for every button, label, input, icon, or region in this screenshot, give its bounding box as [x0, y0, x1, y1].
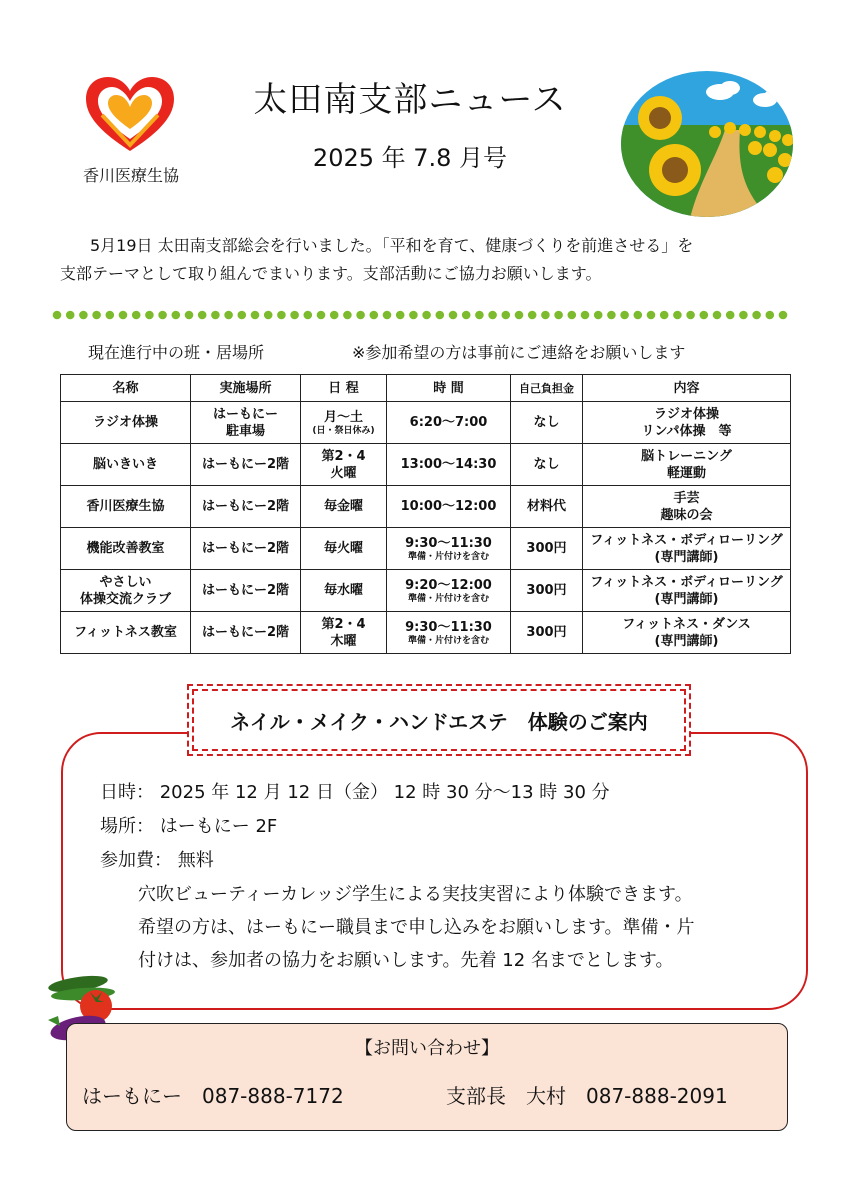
divider-dot	[264, 311, 273, 320]
cell-day	[301, 486, 387, 528]
time-line-1: 9:20～12:00	[405, 577, 492, 593]
divider-dot	[396, 311, 405, 320]
divider-dot	[106, 311, 115, 320]
col-header-fee: 自己負担金	[511, 375, 583, 402]
content-line-1: フィットネス・ダンス	[622, 616, 751, 632]
divider-dot	[343, 311, 352, 320]
cell-time	[387, 570, 511, 612]
divider-dot	[224, 311, 233, 320]
content-line-1: フィットネス・ボディローリング	[590, 532, 783, 548]
divider-dot	[660, 311, 669, 320]
fee-value: なし	[533, 457, 560, 472]
divider-dot	[290, 311, 299, 320]
divider-dot	[528, 311, 537, 320]
divider-dot	[475, 311, 484, 320]
event-desc-line-2: 希望の方は、はーもにー職員まで申し込みをお願いします。準備・片	[138, 917, 695, 938]
activity-name: 香川医療生協	[86, 499, 165, 514]
divider-dot	[436, 311, 445, 320]
divider-dot	[620, 311, 629, 320]
contact-branch-head-phone: 支部長 大村 087-888-2091	[446, 1084, 728, 1108]
divider-dot	[462, 311, 471, 320]
table-row	[61, 444, 791, 486]
cell-name	[61, 402, 191, 444]
divider-dot	[515, 311, 524, 320]
dotted-divider	[52, 309, 792, 321]
divider-dot	[66, 311, 75, 320]
content-line-2: 軽運動	[666, 465, 706, 481]
divider-dot	[422, 311, 431, 320]
divider-dot	[304, 311, 313, 320]
divider-dot	[185, 311, 194, 320]
divider-dot	[317, 311, 326, 320]
content-line-1: フィットネス・ボディローリング	[590, 574, 783, 590]
cell-fee	[511, 528, 583, 570]
divider-dot	[686, 311, 695, 320]
event-description	[138, 878, 788, 977]
cell-day	[301, 612, 387, 654]
divider-dot	[370, 311, 379, 320]
divider-dot	[568, 311, 577, 320]
divider-dot	[383, 311, 392, 320]
fee-value: なし	[533, 415, 560, 430]
intro-text	[60, 232, 800, 288]
time-note: 準備・片付けを含む	[407, 635, 489, 646]
intro-line-2: 支部テーマとして取り組んでまいります。支部活動にご協力お願いします。	[60, 264, 602, 283]
day-line-1: 第2・4	[321, 448, 366, 464]
divider-dot	[409, 311, 418, 320]
time-line-1: 9:30～11:30	[405, 535, 492, 551]
cell-time	[387, 444, 511, 486]
col-header-day: 日 程	[301, 375, 387, 402]
section-note: ※参加希望の方は事前にご連絡をお願いします	[352, 343, 686, 362]
time-line-1: 6:20～7:00	[409, 415, 488, 430]
cell-name	[61, 528, 191, 570]
cell-content	[583, 570, 791, 612]
content-line-2: 趣味の会	[660, 507, 713, 523]
issue-label: 2025 年 7.8 月号	[312, 144, 508, 172]
divider-dot	[554, 311, 563, 320]
cell-name	[61, 612, 191, 654]
place-line-1: はーもにー2階	[201, 541, 290, 556]
section-heading: 現在進行中の班・居場所	[88, 343, 265, 362]
activity-name: ラジオ体操	[92, 415, 158, 430]
fee-value: 300円	[526, 583, 567, 598]
cell-content	[583, 612, 791, 654]
cell-content	[583, 486, 791, 528]
day-line-1: 毎火曜	[323, 541, 363, 556]
divider-dot	[647, 311, 656, 320]
cell-content	[583, 444, 791, 486]
cell-day	[301, 402, 387, 444]
divider-dot	[594, 311, 603, 320]
divider-dot	[713, 311, 722, 320]
day-line-1: 毎水曜	[323, 583, 363, 598]
cell-content	[583, 402, 791, 444]
place-line-1: はーもにー2階	[201, 499, 290, 514]
divider-dot	[211, 311, 220, 320]
day-line-2: (日・祭日休み)	[312, 425, 375, 436]
cell-place	[191, 570, 301, 612]
divider-dot	[53, 311, 62, 320]
divider-dot	[700, 311, 709, 320]
time-note: 準備・片付けを含む	[407, 593, 489, 604]
cell-day	[301, 570, 387, 612]
cell-name	[61, 570, 191, 612]
content-line-2: (専門講師)	[654, 549, 719, 565]
intro-line-1: 5月19日 太田南支部総会を行いました。「平和を育て、健康づくりを前進させる」を	[90, 236, 694, 255]
divider-dot	[634, 311, 643, 320]
table-row	[61, 528, 791, 570]
content-line-1: 手芸	[673, 490, 700, 506]
divider-dot	[330, 311, 339, 320]
divider-dot	[198, 311, 207, 320]
cell-fee	[511, 486, 583, 528]
fee-value: 300円	[526, 625, 567, 640]
divider-dot	[488, 311, 497, 320]
day-line-1: 月～土	[323, 409, 363, 425]
contact-harmony-phone: はーもにー 087-888-7172	[82, 1084, 344, 1108]
cell-time	[387, 612, 511, 654]
col-header-name: 名称	[61, 375, 191, 402]
divider-dot	[752, 311, 761, 320]
sunflower-field-illustration	[620, 70, 795, 218]
event-details	[100, 776, 790, 878]
page-title: 太田南支部ニュース	[253, 80, 567, 120]
cell-content	[583, 528, 791, 570]
divider-dot	[449, 311, 458, 320]
divider-dot	[541, 311, 550, 320]
col-header-time: 時 間	[387, 375, 511, 402]
cell-time	[387, 402, 511, 444]
activity-name: やさしい 体操交流クラブ	[79, 574, 171, 607]
cell-fee	[511, 612, 583, 654]
place-line-1: はーもにー2階	[201, 583, 290, 598]
time-note: 準備・片付けを含む	[407, 551, 489, 562]
time-line-1: 10:00～12:00	[400, 499, 497, 514]
cell-place	[191, 486, 301, 528]
divider-dot	[172, 311, 181, 320]
schedule-table	[60, 374, 791, 654]
table-row	[61, 612, 791, 654]
divider-dot	[92, 311, 101, 320]
activity-name: 機能改善教室	[86, 541, 165, 556]
divider-dot	[502, 311, 511, 320]
event-desc-line-1: 穴吹ビューティーカレッジ学生による実技実習により体験できます。	[138, 884, 693, 905]
day-line-2: 木曜	[330, 633, 357, 649]
divider-dot	[739, 311, 748, 320]
table-row	[61, 570, 791, 612]
divider-dot	[779, 311, 788, 320]
divider-dot	[132, 311, 141, 320]
table-row	[61, 402, 791, 444]
divider-dot	[726, 311, 735, 320]
divider-dot	[766, 311, 775, 320]
divider-dot	[277, 311, 286, 320]
cell-time	[387, 528, 511, 570]
divider-dot	[356, 311, 365, 320]
event-date: 日時： 2025 年 12 月 12 日（金） 12 時 30 分～13 時 30 分	[100, 782, 610, 803]
divider-dot	[119, 311, 128, 320]
time-line-1: 13:00～14:30	[400, 457, 497, 472]
cell-fee	[511, 402, 583, 444]
content-line-2: (専門講師)	[654, 633, 719, 649]
divider-dot	[607, 311, 616, 320]
divider-dot	[581, 311, 590, 320]
org-name: 香川医療生協	[82, 166, 179, 185]
time-line-1: 9:30～11:30	[405, 619, 492, 635]
content-line-2: (専門講師)	[654, 591, 719, 607]
table-header-row	[61, 375, 791, 402]
divider-dot	[158, 311, 167, 320]
fee-value: 300円	[526, 541, 567, 556]
activity-name: フィットネス教室	[74, 625, 177, 640]
place-line-1: はーもにー2階	[201, 457, 290, 472]
col-header-content: 内容	[583, 375, 791, 402]
fee-value: 材料代	[526, 499, 566, 514]
content-line-1: ラジオ体操	[653, 406, 719, 422]
divider-dot	[251, 311, 260, 320]
cell-day	[301, 528, 387, 570]
day-line-1: 毎金曜	[323, 499, 363, 514]
cell-name	[61, 486, 191, 528]
place-line-1: はーもにー	[212, 406, 278, 422]
cell-day	[301, 444, 387, 486]
event-title: ネイル・メイク・ハンドエステ 体験のご案内	[187, 684, 691, 756]
table-row	[61, 486, 791, 528]
col-header-place: 実施場所	[191, 375, 301, 402]
content-line-2: リンパ体操 等	[641, 423, 732, 439]
divider-dot	[79, 311, 88, 320]
coop-heart-logo	[82, 75, 178, 155]
cell-place	[191, 612, 301, 654]
divider-dot	[238, 311, 247, 320]
contact-heading: 【お問い合わせ】	[355, 1038, 499, 1059]
cell-place	[191, 444, 301, 486]
cell-place	[191, 402, 301, 444]
day-line-1: 第2・4	[321, 616, 366, 632]
place-line-2: 駐車場	[225, 423, 265, 439]
event-place: 場所： はーもにー 2F	[100, 816, 278, 837]
event-desc-line-3: 付けは、参加者の協力をお願いします。先着 12 名までとします。	[138, 950, 674, 971]
cell-place	[191, 528, 301, 570]
activity-name: 脳いきいき	[92, 457, 158, 472]
cell-fee	[511, 444, 583, 486]
place-line-1: はーもにー2階	[201, 625, 290, 640]
cell-time	[387, 486, 511, 528]
event-fee: 参加費： 無料	[100, 850, 214, 871]
content-line-1: 脳トレーニング	[641, 448, 732, 464]
divider-dot	[673, 311, 682, 320]
day-line-2: 火曜	[330, 465, 357, 481]
cell-fee	[511, 570, 583, 612]
cell-name	[61, 444, 191, 486]
divider-dot	[145, 311, 154, 320]
